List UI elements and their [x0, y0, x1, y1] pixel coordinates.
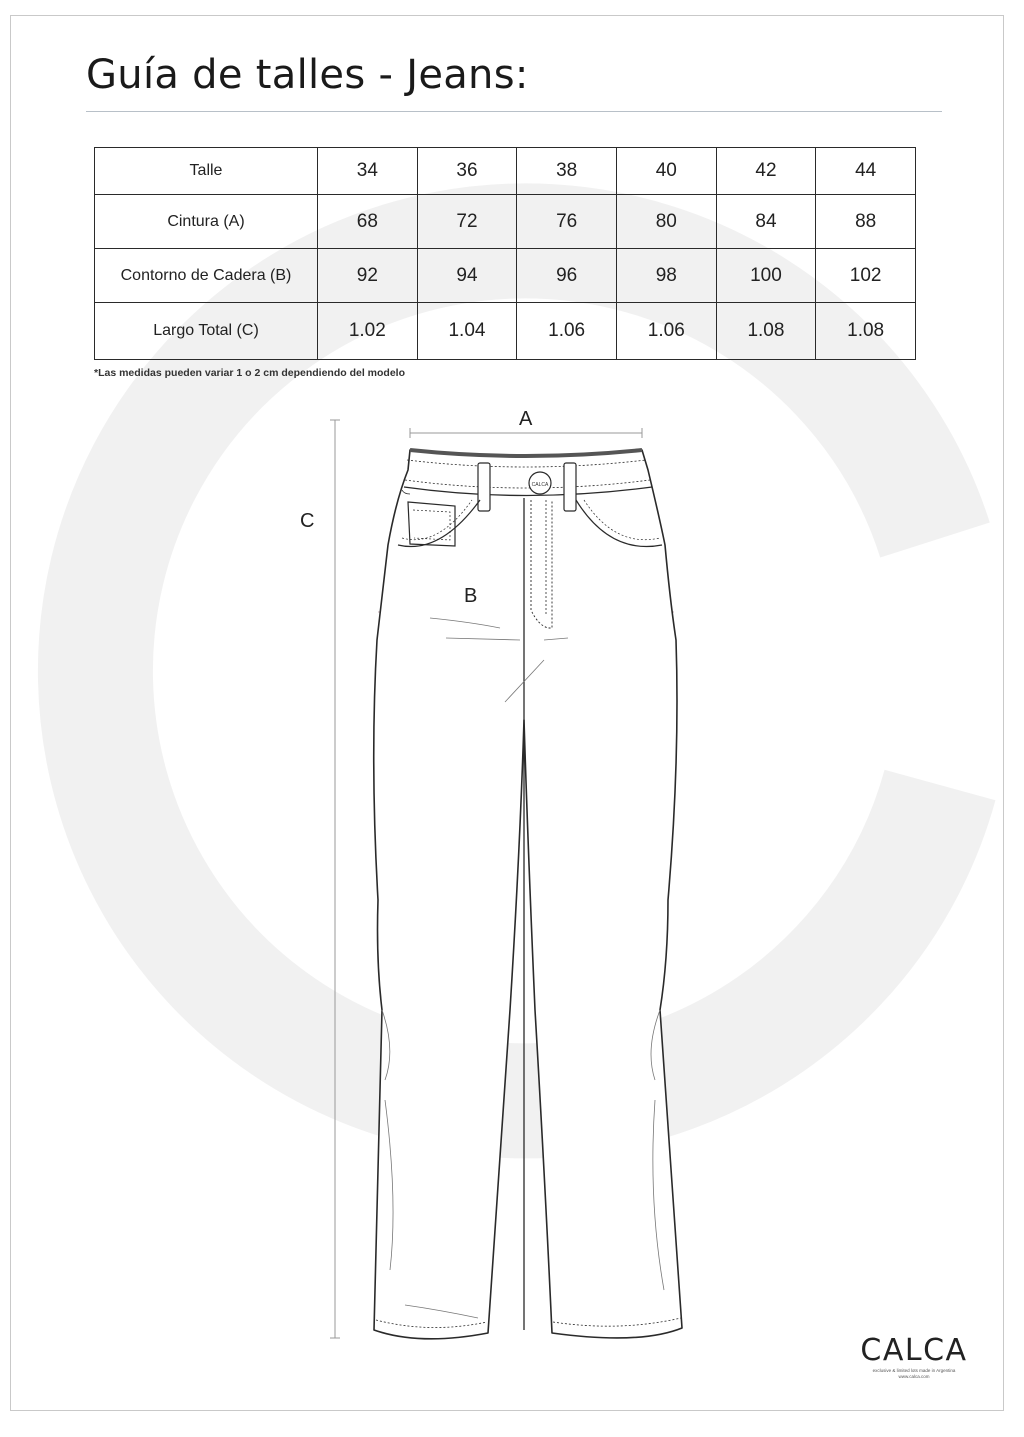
table-cell: 80	[616, 195, 716, 249]
table-cell: 92	[318, 249, 418, 303]
table-cell: 1.06	[517, 303, 617, 360]
row-label: Largo Total (C)	[95, 303, 318, 360]
brand-logo: CALCA	[860, 1333, 968, 1368]
row-label: Talle	[95, 148, 318, 195]
table-cell: 1.08	[716, 303, 816, 360]
brand-site: www.calca.com	[898, 1374, 930, 1379]
table-cell: 1.04	[417, 303, 517, 360]
row-label: Cintura (A)	[95, 195, 318, 249]
table-cell: 88	[816, 195, 916, 249]
table-cell: 98	[616, 249, 716, 303]
button-text: CALCA	[531, 482, 549, 488]
table-cell: 72	[417, 195, 517, 249]
table-cell: 1.08	[816, 303, 916, 360]
dimension-a-label: A	[519, 408, 533, 430]
table-cell: 1.02	[318, 303, 418, 360]
table-cell: 1.06	[616, 303, 716, 360]
table-cell: 76	[517, 195, 617, 249]
table-cell: 38	[517, 148, 617, 195]
page-title: Guía de talles - Jeans:	[86, 52, 529, 98]
table-cell: 102	[816, 249, 916, 303]
brand-tagline: exclusive & limited lots made in Argentina	[872, 1368, 956, 1373]
table-cell: 42	[716, 148, 816, 195]
brand-block	[852, 1333, 976, 1380]
front-button	[529, 472, 551, 494]
row-label: Contorno de Cadera (B)	[95, 249, 318, 303]
table-cell: 94	[417, 249, 517, 303]
table-cell: 36	[417, 148, 517, 195]
table-cell: 84	[716, 195, 816, 249]
table-cell: 34	[318, 148, 418, 195]
table-cell: 100	[716, 249, 816, 303]
dimension-c-line	[330, 420, 340, 1338]
measurement-note: *Las medidas pueden variar 1 o 2 cm dependiendo del modelo	[94, 367, 406, 379]
jeans-outline	[374, 450, 682, 1339]
table-cell: 44	[816, 148, 916, 195]
table-cell: 68	[318, 195, 418, 249]
dimension-c-label: C	[300, 510, 315, 532]
dimension-b-label: B	[464, 585, 478, 607]
table-cell: 96	[517, 249, 617, 303]
table-cell: 40	[616, 148, 716, 195]
